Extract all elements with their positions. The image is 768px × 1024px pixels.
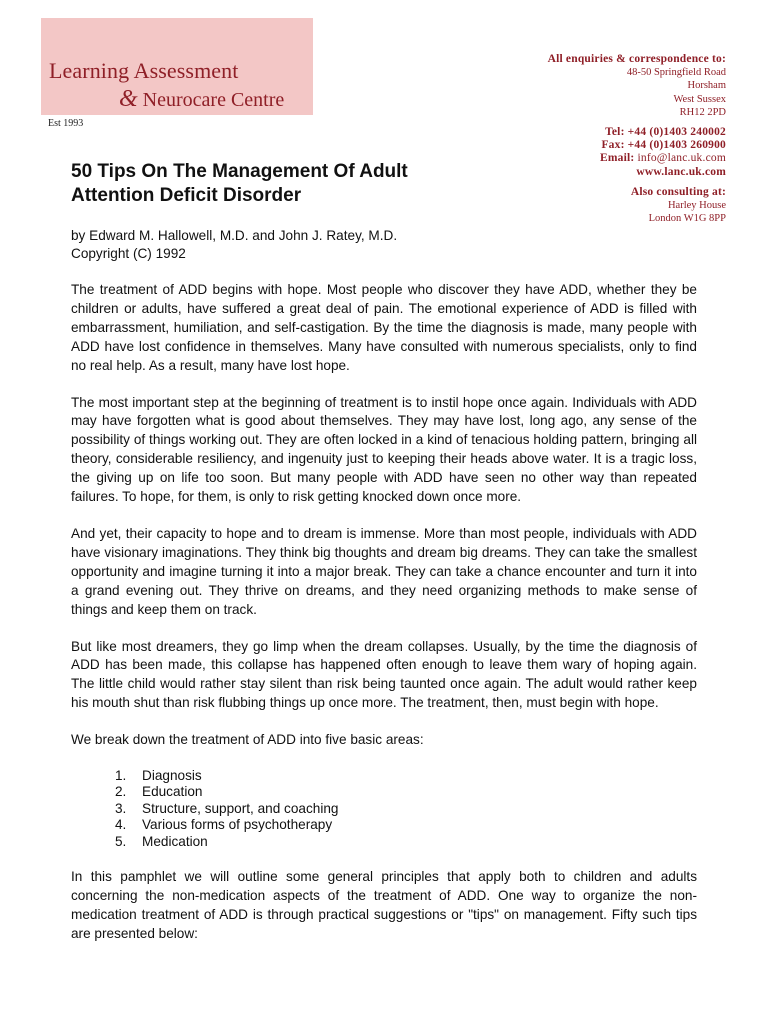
list-label: Education	[142, 784, 203, 800]
consulting-address-line1: Harley House	[667, 200, 726, 212]
list-item	[71, 817, 697, 833]
consulting-address-line2: London W1G 8PP	[648, 213, 726, 225]
document-title: 50 Tips On The Management Of Adult Attention Deficit Disorder	[71, 161, 408, 206]
paragraph-closing: In this pamphlet we will outline some general principles that apply both to children and adults concerning the non-medication aspects of the treatment of ADD. One way to organize the non-medication treatment of ADD is through practical suggestions or "tips" on management. Fifty such tips are presented below:	[71, 869, 697, 941]
list-number: 4.	[115, 817, 127, 833]
list-item	[71, 834, 697, 850]
list-item	[71, 768, 697, 784]
list-label: Structure, support, and coaching	[142, 800, 339, 816]
byline-block	[71, 227, 397, 263]
paragraph: The most important step at the beginning of treatment is to instil hope once again. Individuals with ADD may have forgotten what is good about themselves. They may have lost, long ago, any sense of the possibility of things working out. They are often locked in a kind of tenacious holding pattern, bringing all theory, considerable resiliency, and ingenuity just to keeping their heads above water. It is a tragic loss, the giving up on life too soon. But many people with ADD have seen no other way than repeated failures. To hope, for them, is only to risk getting knocked down once more.	[71, 394, 697, 505]
website-link[interactable]: www.lanc.uk.com	[636, 165, 726, 178]
contact-heading: All enquiries & correspondence to:	[547, 53, 726, 65]
list-number: 2.	[115, 784, 127, 800]
logo-ampersand: &	[119, 86, 138, 112]
logo-text-line2	[119, 86, 284, 113]
list-number: 1.	[115, 768, 127, 784]
paragraph: But like most dreamers, they go limp when the dream collapses. Usually, by the time the diagnosis of ADD has been made, this collapse has happened often enough to leave them wary of hoping again. The little child would rather stay silent than risk being taunted once again. The adult would rather keep his mouth shut than risk flubbing things up once more. The treatment, then, must begin with hope.	[71, 638, 697, 711]
logo-text-line1: Learning Assessment	[49, 58, 239, 83]
contact-email	[466, 152, 726, 165]
list-label: Medication	[142, 833, 208, 849]
logo	[41, 18, 313, 115]
copyright-line: Copyright (C) 1992	[71, 246, 186, 261]
email-label: Email:	[599, 152, 635, 165]
paragraph: And yet, their capacity to hope and to dream is immense. More than most people, individuals with ADD have visionary imaginations. They think big thoughts and dream big dreams. They can take the smallest opportunity and imagine turning it into a major break. They can take a chance encounter and turn it into a grand evening out. They thrive on dreams, and they need organizing methods to make sense of things and keep them on track.	[71, 525, 697, 617]
list-label: Various forms of psychotherapy	[142, 817, 333, 833]
email-link[interactable]: info@lanc.uk.com	[637, 152, 726, 165]
consulting-heading: Also consulting at:	[630, 185, 726, 198]
treatment-areas-list	[71, 768, 697, 850]
list-item	[71, 784, 697, 800]
list-number: 5.	[115, 833, 127, 849]
author-line: by Edward M. Hallowell, M.D. and John J. Ratey, M.D.	[71, 228, 398, 243]
paragraph-intro-areas: We break down the treatment of ADD into five basic areas:	[71, 732, 424, 748]
contact-tel: Tel: +44 (0)1403 240002	[605, 126, 726, 139]
document-body	[71, 281, 697, 962]
list-number: 3.	[115, 800, 127, 816]
list-label: Diagnosis	[142, 768, 202, 784]
address-line-town: Horsham	[687, 80, 726, 92]
contact-block	[466, 53, 726, 225]
address-line-postcode: RH12 2PD	[679, 106, 726, 118]
paragraph: The treatment of ADD begins with hope. Most people who discover they have ADD, whether they be children or adults, have suffered a great deal of pain. The emotional experience of ADD is filled with embarrassment, humiliation, and self-castigation. By the time the diagnosis is made, many people with ADD have lost confidence in themselves. Many have consulted with numerous specialists, only to find no real help. As a result, many have lost hope.	[71, 282, 697, 373]
address-line-street: 48-50 Springfield Road	[626, 67, 726, 79]
established-year: Est 1993	[48, 118, 84, 129]
address-line-county: West Sussex	[673, 93, 726, 105]
logo-text-neurocare: Neurocare Centre	[142, 89, 285, 111]
list-item	[71, 801, 697, 817]
contact-fax: Fax: +44 (0)1403 260900	[601, 139, 726, 152]
